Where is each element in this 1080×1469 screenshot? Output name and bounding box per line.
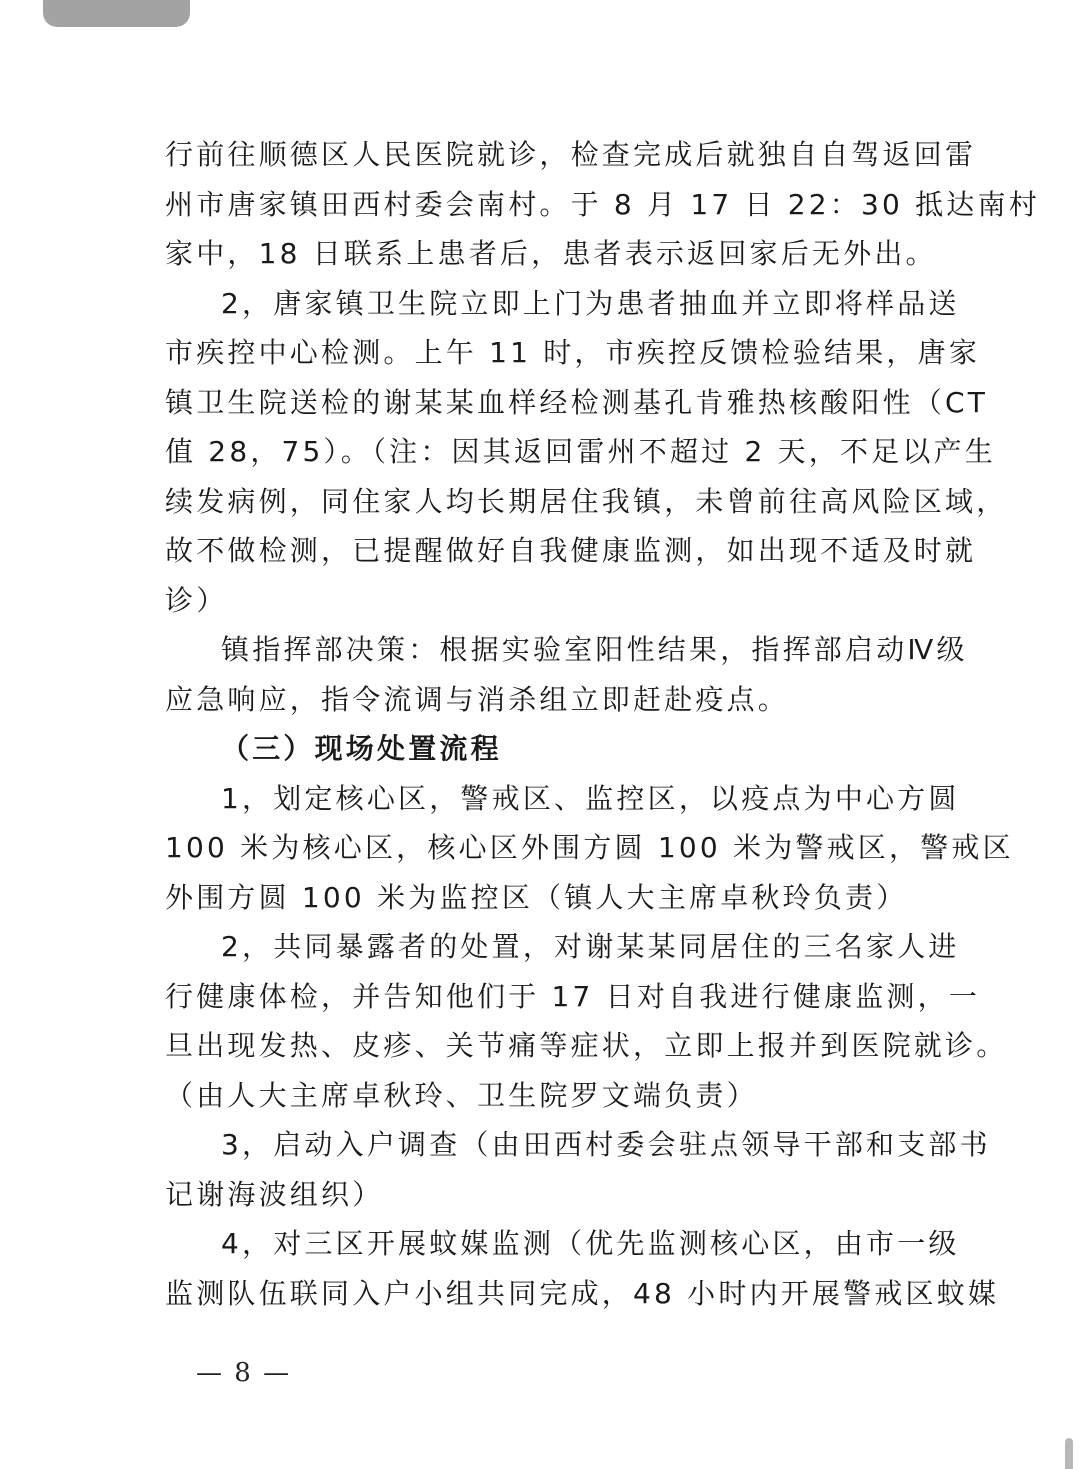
paragraph-line: 行前往顺德区人民医院就诊，检查完成后就独自自驾返回雷 xyxy=(165,138,977,171)
paragraph-line: （由人大主席卓秋玲、卫生院罗文端负责） xyxy=(165,1078,758,1112)
page-indicator-badge xyxy=(43,0,190,27)
page-number: — 8 — xyxy=(196,1358,292,1388)
paragraph-line: 2，共同暴露者的处置，对谢某某同居住的三名家人进 xyxy=(221,930,960,963)
paragraph-line: 应急响应，指令流调与消杀组立即赶赴疫点。 xyxy=(165,682,790,716)
paragraph-line: 续发病例，同住家人均长期居住我镇，未曾前往高风险区域， xyxy=(165,484,1008,518)
paragraph-line: 市疾控中心检测。上午 11 时，市疾控反馈检验结果，唐家 xyxy=(165,336,981,369)
paragraph-line: 行健康体检，并告知他们于 17 日对自我进行健康监测，一 xyxy=(165,979,981,1013)
paragraph-line: 值 28，75）。（注：因其返回雷州不超过 2 天，不足以产生 xyxy=(165,435,996,468)
page-indicator-text xyxy=(92,0,140,2)
paragraph-line: 100 米为核心区，核心区外围方圆 100 米为警戒区，警戒区 xyxy=(165,831,1014,864)
paragraph-line: 4，对三区开展蚊媒监测（优先监测核心区，由市一级 xyxy=(221,1227,960,1260)
paragraph-line: 外围方圆 100 米为监控区（镇人大主席卓秋玲负责） xyxy=(165,880,908,914)
paragraph-line: 3，启动入户调查（由田西村委会驻点领导干部和支部书 xyxy=(221,1128,991,1161)
paragraph-line: 镇卫生院送检的谢某某血样经检测基孔肯雅热核酸阳性（CT xyxy=(165,385,989,419)
section-heading: （三）现场处置流程 xyxy=(221,732,502,765)
scrollbar-thumb[interactable] xyxy=(1065,1438,1073,1469)
paragraph-line: 诊） xyxy=(165,583,228,617)
paragraph-line: 州市唐家镇田西村委会南村。于 8 月 17 日 22：30 抵达南村 xyxy=(165,187,1040,221)
paragraph-line: 镇指挥部决策：根据实验室阳性结果，指挥部启动Ⅳ级 xyxy=(221,633,968,666)
paragraph-line: 监测队伍联同入户小组共同完成，48 小时内开展警戒区蚊媒 xyxy=(165,1276,1000,1310)
paragraph-line: 旦出现发热、皮疹、关节痛等症状，立即上报并到医院就诊。 xyxy=(165,1029,1008,1062)
paragraph-line: 故不做检测，已提醒做好自我健康监测，如出现不适及时就 xyxy=(165,534,977,567)
paragraph-line: 记谢海波组织） xyxy=(165,1177,384,1211)
document-body xyxy=(165,130,1040,1318)
paragraph-line: 家中，18 日联系上患者后，患者表示返回家后无外出。 xyxy=(165,237,937,270)
paragraph-line: 2，唐家镇卫生院立即上门为患者抽血并立即将样品送 xyxy=(221,286,960,320)
paragraph-line: 1，划定核心区，警戒区、监控区，以疫点为中心方圆 xyxy=(221,781,960,815)
